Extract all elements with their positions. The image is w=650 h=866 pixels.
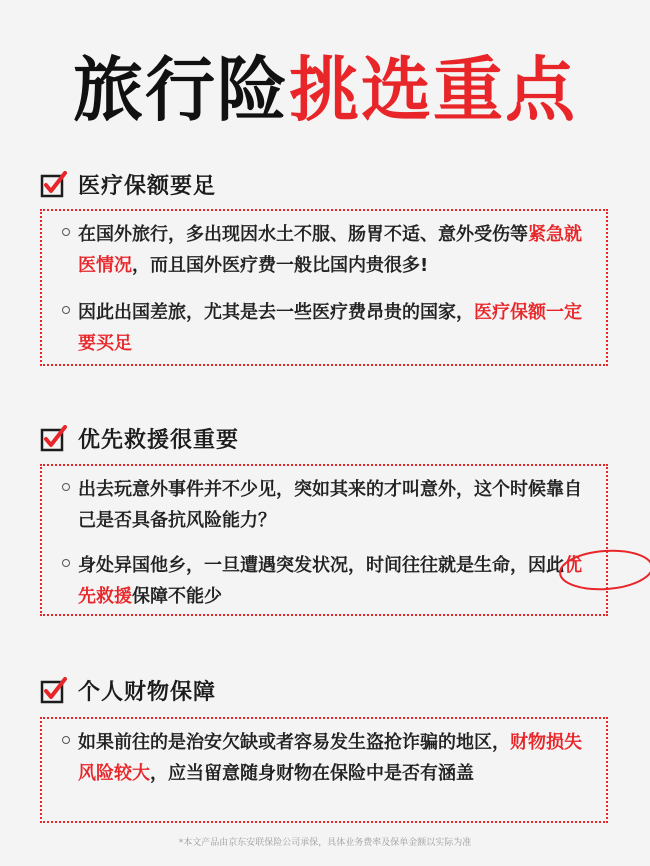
section-title: 优先救援很重要 — [78, 427, 240, 453]
item-text: 身处异国他乡，一旦遭遇突发状况，时间往往就是生命，因此 — [78, 555, 564, 576]
item-text: 如果前往的是治安欠缺或者容易发生盗抢诈骗的地区， — [78, 732, 510, 753]
section-title: 个人财物保障 — [78, 679, 217, 705]
bullet-icon — [62, 736, 70, 744]
list-item — [72, 474, 584, 536]
checkbox-checked-icon — [40, 677, 66, 703]
section-heading-medical — [40, 167, 216, 201]
bullet-icon — [62, 559, 70, 567]
disclaimer-footer: *本文产品由京东安联保险公司承保，具体业务费率及保单金额以实际为准 — [178, 838, 472, 848]
title-part-1: 旅行险 — [73, 49, 289, 131]
section-heading-property — [40, 673, 216, 707]
checkbox-checked-icon — [40, 171, 66, 197]
page-title — [0, 40, 650, 140]
checkbox-checked-icon — [40, 425, 66, 451]
bullet-icon — [62, 306, 70, 314]
section-box-rescue — [40, 464, 608, 616]
list-item — [72, 297, 584, 359]
section-box-property — [40, 717, 608, 823]
section-title: 医疗保额要足 — [78, 173, 217, 199]
section-box-medical — [40, 209, 608, 366]
bullet-icon — [62, 228, 70, 236]
item-text: 出去玩意外事件并不少见，突如其来的才叫意外，这个时候靠自己是否具备抗风险能力？ — [78, 479, 582, 531]
item-text-after: ，应当留意随身财物在保险中是否有涵盖 — [150, 763, 474, 784]
bullet-icon — [62, 483, 70, 491]
item-text-after: ，而且国外医疗费一般比国内贵很多! — [132, 255, 429, 276]
item-highlight: 财物损失风险较大 — [78, 732, 582, 784]
section-heading-rescue — [40, 421, 239, 455]
list-item — [72, 550, 584, 612]
item-highlight: 医疗保额一定要买足 — [78, 302, 582, 354]
item-text: 在国外旅行，多出现因水土不服、肠胃不适、意外受伤等 — [78, 224, 528, 245]
list-item — [72, 727, 584, 789]
item-highlight: 优先救援 — [78, 555, 582, 607]
list-item — [72, 219, 584, 281]
title-part-2: 挑选重点 — [289, 49, 577, 131]
item-highlight: 紧急就医情况 — [78, 224, 582, 276]
item-text: 因此出国差旅，尤其是去一些医疗费昂贵的国家， — [78, 302, 474, 323]
item-text-after: 保障不能少 — [132, 586, 222, 607]
